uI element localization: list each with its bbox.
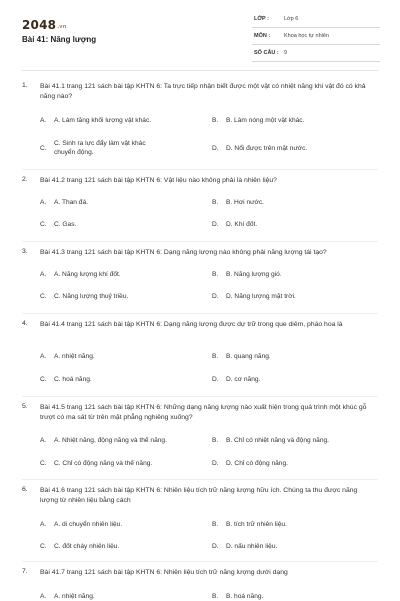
option-letter: C. [40, 376, 47, 383]
option-text: D. Năng lượng mặt trời. [226, 293, 296, 300]
meta-value: Lớp 6 [284, 16, 299, 22]
option-letter: A. [40, 199, 47, 206]
question-text: Bài 41.3 trang 121 sách bài tập KHTN 6: Dạng năng lượng nào không phải năng lượng tái tạo? [40, 249, 327, 256]
option-text: C. Chỉ có động năng và thế năng. [54, 460, 153, 467]
option-letter: C. [40, 293, 47, 300]
meta-value: 9 [284, 50, 288, 56]
question-number: 5. [22, 403, 28, 410]
option-letter: B. [212, 199, 219, 206]
divider [22, 479, 378, 480]
question-number: 3. [22, 248, 28, 255]
option-letter: C. [40, 543, 47, 550]
option-text: B. quang năng. [226, 353, 271, 360]
option-text: A. Than đá. [54, 199, 88, 206]
option-text: A. nhiệt năng. [54, 353, 95, 360]
logo-suffix: .vn [57, 24, 67, 30]
meta-label: SỐ CÂU : [254, 50, 279, 56]
meta-row-count [252, 48, 380, 62]
question-number: 7. [22, 568, 28, 575]
option-letter: A. [40, 271, 47, 278]
question-text: Bài 41.5 trang 121 sách bài tập KHTN 6: Những dạng năng lượng nào xuất hiện trong quá trình một khúc gỗ trượt có ma sát từ trên mặt phẳng nghiêng xuống? [40, 404, 367, 421]
meta-panel [252, 14, 380, 65]
divider [22, 241, 378, 242]
option-text: B. tích trữ nhiên liệu. [226, 521, 287, 528]
question-number: 2. [22, 176, 28, 183]
option-text: C. đốt cháy nhiên liệu. [54, 543, 120, 550]
option-text: B. Chỉ có nhiệt năng và động năng. [226, 437, 330, 444]
question-text: Bài 41.7 trang 121 sách bài tập KHTN 6: Nhiên liệu tích trữ năng lượng dưới dạng [40, 569, 288, 576]
site-logo[interactable] [22, 18, 67, 32]
option-letter: B. [212, 117, 219, 124]
option-letter: D. [212, 145, 219, 152]
option-text: D. Chỉ có động năng. [226, 460, 288, 467]
meta-label: LỚP : [254, 16, 269, 22]
option-text: C. hoá năng. [54, 376, 92, 383]
option-letter: C. [40, 145, 47, 152]
option-letter: B. [212, 353, 219, 360]
option-text: A. Nhiệt năng, động năng và thế năng. [54, 437, 167, 444]
option-letter: D. [212, 293, 219, 300]
page-header [0, 0, 400, 70]
option-text: A. Năng lượng khí đốt. [54, 271, 121, 278]
divider [22, 169, 378, 170]
option-letter: A. [40, 117, 47, 124]
option-letter: A. [40, 353, 47, 360]
option-letter: C. [40, 460, 47, 467]
option-text: D. nấu nhiên liệu. [226, 543, 278, 550]
option-letter: B. [212, 521, 219, 528]
option-text: C. Gas. [54, 221, 77, 228]
option-letter: D. [212, 376, 219, 383]
option-letter: D. [212, 221, 219, 228]
option-letter: C. [40, 221, 47, 228]
question-text: Bài 41.2 trang 121 sách bài tập KHTN 6: Vật liệu nào không phải là nhiên liệu? [40, 177, 277, 184]
divider [22, 396, 378, 397]
meta-label: MÔN : [254, 33, 271, 39]
option-text: C. Năng lượng thuỷ triều. [54, 293, 129, 300]
option-letter: B. [212, 593, 219, 600]
option-letter: A. [40, 593, 47, 600]
option-text: A. di chuyển nhiên liệu. [54, 521, 123, 528]
question-text: Bài 41.1 trang 121 sách bài tập KHTN 6: Ta trực tiếp nhận biết được một vật có nhiệt năng khi vật đó có khả năng nào? [40, 83, 366, 100]
option-text: B. Hơi nước. [226, 199, 264, 206]
option-letter: D. [212, 543, 219, 550]
logo-text: 2048 [22, 18, 57, 32]
option-letter: B. [212, 271, 219, 278]
meta-row-class [252, 14, 380, 28]
option-text: B. hoá năng. [226, 593, 264, 600]
question-number: 6. [22, 486, 28, 493]
meta-row-subject [252, 31, 380, 45]
option-text: C. Sinh ra lực đẩy làm vật khác chuyển động. [54, 140, 146, 156]
option-text: B. Làm nóng một vật khác. [226, 117, 305, 124]
header-divider [22, 70, 378, 71]
page-title: Bài 41: Năng lượng [22, 35, 97, 44]
option-letter: A. [40, 521, 47, 528]
question-number: 1. [22, 82, 28, 89]
option-text: A. nhiệt năng. [54, 593, 95, 600]
option-text: D. Nổi được trên mặt nước. [226, 145, 308, 152]
divider [22, 313, 378, 314]
question-text: Bài 41.6 trang 121 sách bài tập KHTN 6: Nhiên liệu tích trữ năng lượng hữu ích. Chúng ta thu được năng lượng từ nhiên liệu bằng cách [40, 487, 358, 504]
question-number: 4. [22, 320, 28, 327]
option-letter: A. [40, 437, 47, 444]
option-text: B. Năng lượng gió. [226, 271, 282, 278]
option-letter: D. [212, 460, 219, 467]
option-text: D. cơ năng. [226, 376, 261, 383]
option-letter: B. [212, 437, 219, 444]
option-text: A. Làm tăng khối lượng vật khác. [54, 117, 152, 124]
option-text: D. Khí đốt. [226, 221, 258, 228]
divider [22, 561, 378, 562]
meta-value: Khoa học tự nhiên [284, 33, 329, 39]
question-text: Bài 41.4 trang 121 sách bài tập KHTN 6: Dạng năng lượng được dự trữ trong que diêm, pháo hoa là [40, 321, 343, 328]
